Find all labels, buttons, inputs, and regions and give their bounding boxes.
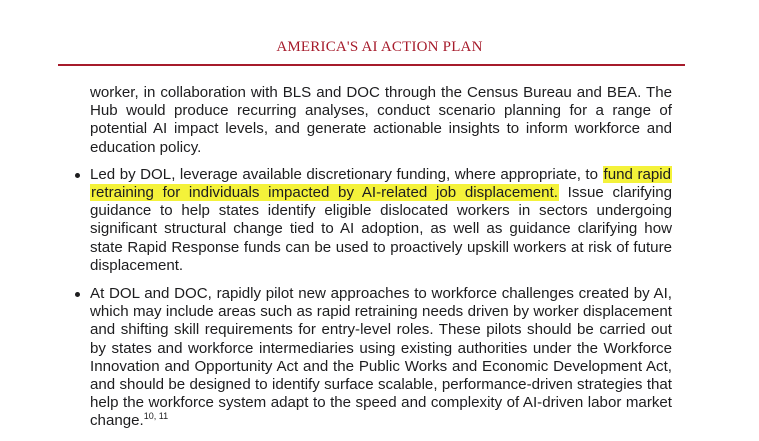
bullet-item-pilots xyxy=(90,285,672,431)
bullet-dot-icon xyxy=(75,292,80,297)
bullet-dot-icon xyxy=(75,173,80,178)
document-body xyxy=(90,84,672,441)
bullet-text-before: Led by DOL, leverage available discretionary funding, where appropriate, to xyxy=(90,165,603,183)
bullet-paragraph xyxy=(90,285,672,431)
bullet-paragraph xyxy=(90,166,672,275)
highlighted-text: fund rapid retraining for individuals impacted by AI-related job displacement. xyxy=(91,165,672,202)
page-header-title: AMERICA'S AI ACTION PLAN xyxy=(276,39,483,55)
bullet-item-retraining xyxy=(90,166,672,275)
bullet-text: At DOL and DOC, rapidly pilot new approaches to workforce challenges created by AI, which may include areas such as rapid retraining needs driven by worker displacement and shifting skill requirements for entry-level roles. These pilots should be carried out by states and workforce intermediaries using existing authorities under the Workforce Innovation and Opportunity Act and the Public Works and Economic Development Act, and should be designed to identify surface scalable, performance-driven strategies that help the workforce system adapt to the speed and complexity of AI-driven labor market change. xyxy=(90,285,672,430)
footnote-reference[interactable]: 10, 11 xyxy=(143,411,169,422)
header-divider xyxy=(58,64,685,66)
continuation-paragraph: worker, in collaboration with BLS and DOC through the Census Bureau and BEA. The Hub would produce recurring analyses, conduct scenario planning for a range of potential AI impact levels, and generate actionable insights to inform workforce and education policy. xyxy=(90,84,672,156)
bullet-text-after: Issue clarifying guidance to help states identify eligible dislocated workers in sectors undergoing significant structural change tied to AI adoption, as well as guidance clarifying how state Rapid Response funds can be used to proactively upskill workers at risk of future displacement. xyxy=(90,184,672,274)
